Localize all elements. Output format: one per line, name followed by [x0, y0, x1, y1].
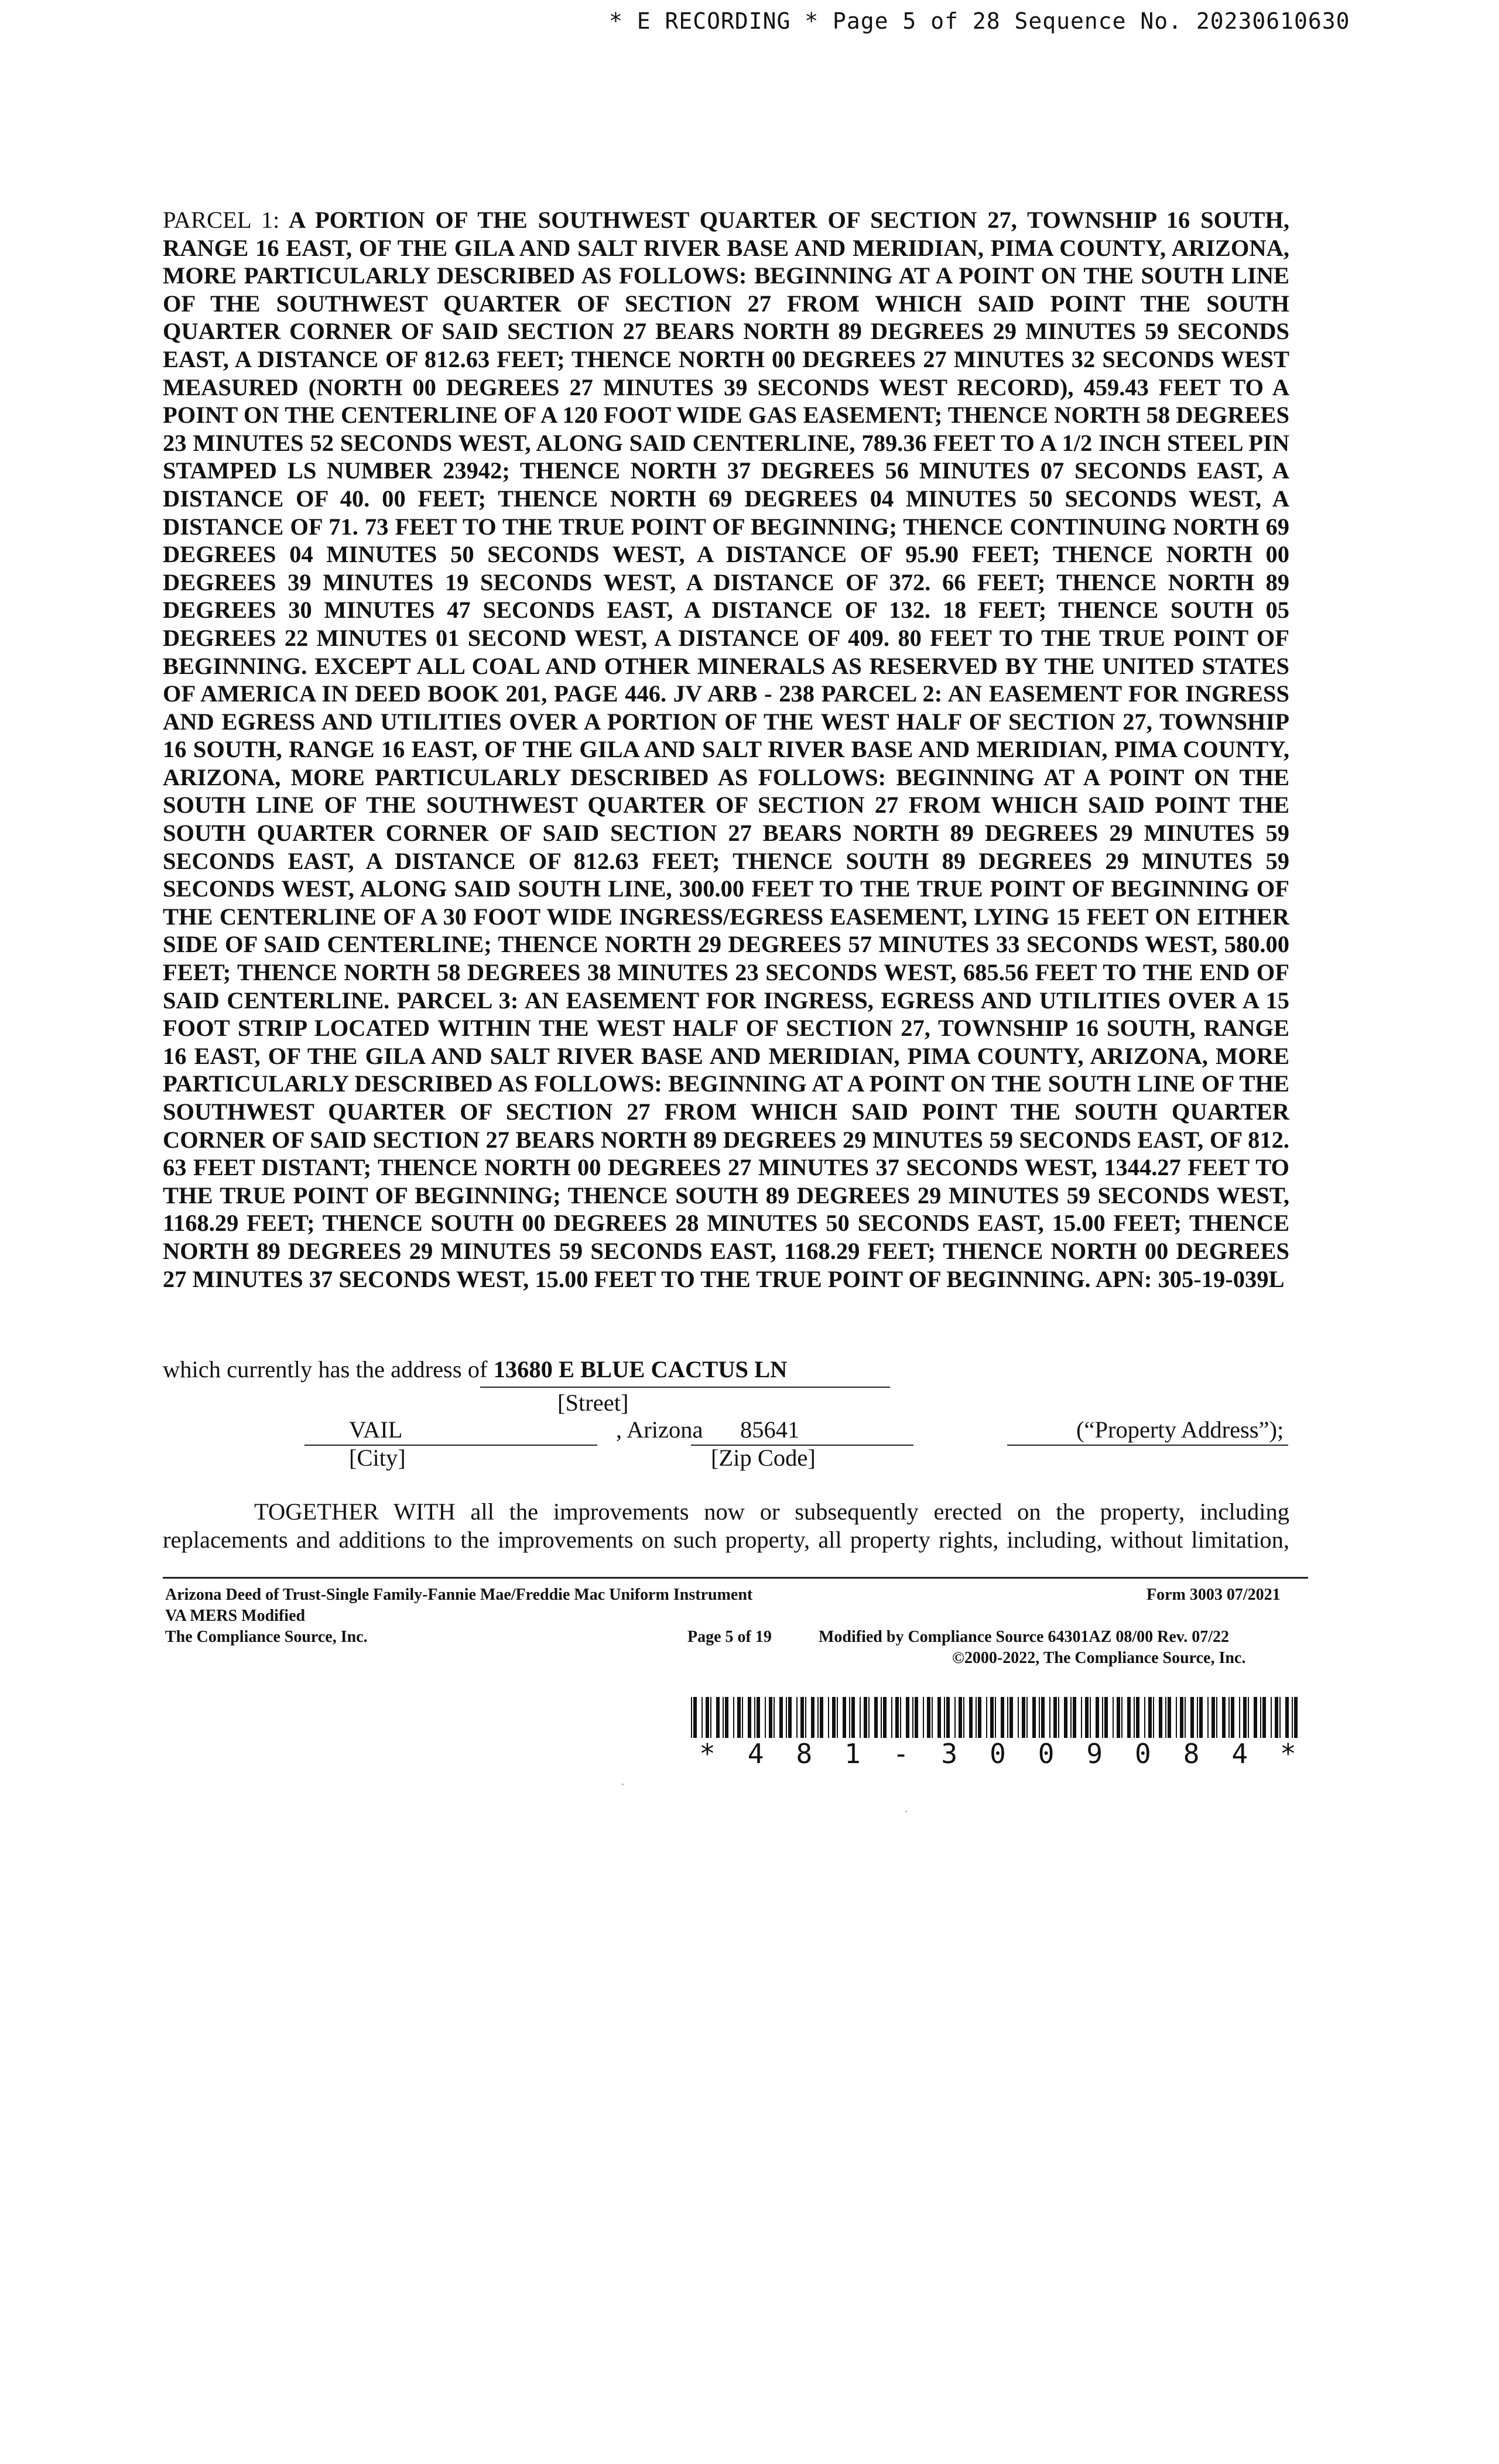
- barcode-bar: [1113, 1697, 1114, 1738]
- barcode-bar: [1180, 1697, 1183, 1738]
- barcode-bar: [1159, 1697, 1162, 1738]
- barcode-bar: [1018, 1697, 1019, 1738]
- barcode-bar: [1009, 1697, 1013, 1738]
- barcode-bar: [779, 1697, 783, 1738]
- barcode-char: 9: [1086, 1738, 1103, 1770]
- state-text: , Arizona: [616, 1416, 703, 1443]
- barcode-bar: [1185, 1697, 1186, 1738]
- barcode-bar: [701, 1697, 703, 1738]
- barcode: [690, 1697, 1306, 1738]
- barcode-bar: [1271, 1697, 1272, 1738]
- barcode-bar: [1049, 1697, 1050, 1738]
- barcode-bar: [895, 1697, 899, 1738]
- barcode-bar: [946, 1697, 950, 1738]
- barcode-bar: [860, 1697, 861, 1738]
- barcode-bar: [1168, 1697, 1171, 1738]
- barcode-bar: [969, 1697, 973, 1738]
- barcode-bar: [820, 1697, 823, 1738]
- recording-stamp: * E RECORDING * Page 5 of 28 Sequence No. 20230610630: [609, 8, 1350, 34]
- street-label: [Street]: [557, 1390, 629, 1416]
- barcode-bar: [1285, 1697, 1289, 1738]
- barcode-bar: [1148, 1697, 1152, 1738]
- barcode-bar: [800, 1697, 804, 1738]
- barcode-bar: [891, 1697, 892, 1738]
- barcode-bar: [927, 1697, 930, 1738]
- barcode-bar: [716, 1697, 720, 1738]
- form-number: Form 3003 07/2021: [1147, 1586, 1281, 1604]
- scan-speck: [622, 1784, 624, 1785]
- barcode-bar: [1231, 1697, 1234, 1738]
- barcode-bar: [1136, 1697, 1139, 1738]
- address-line: [163, 1356, 1289, 1383]
- barcode-bar: [754, 1697, 755, 1738]
- barcode-char: -: [892, 1738, 909, 1770]
- barcode-bar: [786, 1697, 787, 1738]
- barcode-bar: [954, 1697, 956, 1738]
- barcode-bar: [1117, 1697, 1120, 1738]
- barcode-bar: [932, 1697, 933, 1738]
- legal-description-lead: PARCEL 1:: [163, 207, 280, 233]
- barcode-bar: [990, 1697, 994, 1738]
- barcode-bar: [937, 1697, 941, 1738]
- barcode-bar: [769, 1697, 772, 1738]
- barcode-bar: [1039, 1697, 1040, 1738]
- barcode-bar: [1279, 1697, 1281, 1738]
- barcode-bar: [1096, 1697, 1099, 1738]
- zip-label: [Zip Code]: [711, 1445, 816, 1471]
- barcode-bar: [1153, 1697, 1154, 1738]
- barcode-bar: [1081, 1697, 1082, 1738]
- barcode-bar: [1102, 1697, 1103, 1738]
- barcode-bar: [1216, 1697, 1217, 1738]
- barcode-bar: [1228, 1697, 1230, 1738]
- footer-rule: [163, 1577, 1308, 1579]
- barcode-char: 1: [844, 1738, 861, 1770]
- barcode-bar: [757, 1697, 760, 1738]
- barcode-bar: [805, 1697, 806, 1738]
- together-with-line1: TOGETHER WITH all the improvements now or subsequently erected on the property, including: [254, 1498, 1289, 1525]
- legal-description-text: A PORTION OF THE SOUTHWEST QUARTER OF SECTION 27, TOWNSHIP 16 SOUTH, RANGE 16 EAST, OF THE GILA AND SALT RIVER BASE AND MERIDIAN, PIMA COUNTY, ARIZONA, MORE PARTICULARLY DESCRIBED AS FOLLOWS: BEGINNING AT A POINT ON THE SOUTH LINE OF THE SOUTHWEST QUARTER OF SECTION 27 FROM WHICH SAID POINT THE SOUTH QUARTER CORNER OF SAID SECTION 27 BEARS NORTH 89 DEGREES 29 MINUTES 59 SECONDS EAST, A DISTANCE OF 812.63 FEET; THENCE NORTH 00 DEGREES 27 MINUTES 32 SECONDS WEST MEASURED (NORTH 00 DEGREES 27 MINUTES 39 SECONDS WEST RECORD), 459.43 FEET TO A POINT ON THE CENTERLINE OF A 120 FOOT WIDE GAS EASEMENT; THENCE NORTH 58 DEGREES 23 MINUTES 52 SECONDS WEST, ALONG SAID CENTERLINE, 789.36 FEET TO A 1/2 INCH STEEL PIN STAMPED LS NUMBER 23942; THENCE NORTH 37 DEGREES 56 MINUTES 07 SECONDS EAST, A DISTANCE OF 40. 00 FEET; THENCE NORTH 69 DEGREES 04 MINUTES 50 SECONDS WEST, A DISTANCE OF 71. 73 FEET TO THE TRUE POINT OF BEGINNING; THENCE CONTINUING NORTH 69 DEGREES 04 MINUTES 50 SECONDS WEST, A DISTANCE OF 95.90 FEET; THENCE NORTH 00 DEGREES 39 MINUTES 19 SECONDS WEST, A DISTANCE OF 372. 66 FEET; THENCE NORTH 89 DEGREES 30 MINUTES 47 SECONDS EAST, A DISTANCE OF 132. 18 FEET; THENCE SOUTH 05 DEGREES 22 MINUTES 01 SECOND WEST, A DISTANCE OF 409. 80 FEET TO THE TRUE POINT OF BEGINNING. EXCEPT ALL COAL AND OTHER MINERALS AS RESERVED BY THE UNITED STATES OF AMERICA IN DEED BOOK 201, PAGE 446. JV ARB - 238 PARCEL 2: AN EASEMENT FOR INGRESS AND EGRESS AND UTILITIES OVER A PORTION OF THE WEST HALF OF SECTION 27, TOWNSHIP 16 SOUTH, RANGE 16 EAST, OF THE GILA AND SALT RIVER BASE AND MERIDIAN, PIMA COUNTY, ARIZONA, MORE PARTICULARLY DESCRIBED AS FOLLOWS: BEGINNING AT A POINT ON THE SOUTH LINE OF THE SOUTHWEST QUARTER OF SECTION 27 FROM WHICH SAID POINT THE SOUTH QUARTER CORNER OF SAID SECTION 27 BEARS NORTH 89 DEGREES 29 MINUTES 59 SECONDS EAST, A DISTANCE OF 812.63 FEET; THENCE SOUTH 89 DEGREES 29 MINUTES 59 SECONDS WEST, ALONG SAID SOUTH LINE, 300.00 FEET TO THE TRUE POINT OF BEGINNING OF THE CENTERLINE OF A 30 FOOT WIDE INGRESS/EGRESS EASEMENT, LYING 15 FEET ON EITHER SIDE OF SAID CENTERLINE; THENCE NORTH 29 DEGREES 57 MINUTES 33 SECONDS WEST, 580.00 FEET; THENCE NORTH 58 DEGREES 38 MINUTES 23 SECONDS WEST, 685.56 FEET TO THE END OF SAID CENTERLINE. PARCEL 3: AN EASEMENT FOR INGRESS, EGRESS AND UTILITIES OVER A 15 FOOT STRIP LOCATED WITHIN THE WEST HALF OF SECTION 27, TOWNSHIP 16 SOUTH, RANGE 16 EAST, OF THE GILA AND SALT RIVER BASE AND MERIDIAN, PIMA COUNTY, ARIZONA, MORE PARTICULARLY DESCRIBED AS FOLLOWS: BEGINNING AT A POINT ON THE SOUTH LINE OF THE SOUTHWEST QUARTER OF SECTION 27 FROM WHICH SAID POINT THE SOUTH QUARTER CORNER OF SAID SECTION 27 BEARS NORTH 89 DEGREES 29 MINUTES 59 SECONDS EAST, OF 812. 63 FEET DISTANT; THENCE NORTH 00 DEGREES 27 MINUTES 37 SECONDS WEST, 1344.27 FEET TO THE TRUE POINT OF BEGINNING; THENCE SOUTH 89 DEGREES 29 MINUTES 59 SECONDS WEST, 1168.29 FEET; THENCE SOUTH 00 DEGREES 28 MINUTES 50 SECONDS EAST, 15.00 FEET; THENCE NORTH 89 DEGREES 29 MINUTES 59 SECONDS EAST, 1168.29 FEET; THENCE NORTH 00 DEGREES 27 MINUTES 37 SECONDS WEST, 15.00 FEET TO THE TRUE POINT OF BEGINNING. APN: 305-19-039L: [163, 207, 1289, 1292]
- barcode-bar: [1053, 1697, 1057, 1738]
- mers-modified: VA MERS Modified: [165, 1607, 306, 1625]
- barcode-bar: [1197, 1697, 1198, 1738]
- barcode-char: 0: [1135, 1738, 1151, 1770]
- barcode-bar: [978, 1697, 981, 1738]
- barcode-bar: [1260, 1697, 1261, 1738]
- barcode-bar: [828, 1697, 829, 1738]
- barcode-bar: [1248, 1697, 1249, 1738]
- barcode-char: 4: [747, 1738, 764, 1770]
- barcode-bar: [774, 1697, 775, 1738]
- barcode-bar: [788, 1697, 792, 1738]
- barcode-bar: [874, 1697, 878, 1738]
- barcode-bar: [1090, 1697, 1091, 1738]
- barcode-bar: [1026, 1697, 1028, 1738]
- barcode-bar: [765, 1697, 766, 1738]
- barcode-human-readable: [690, 1738, 1306, 1770]
- barcode-bar: [1294, 1697, 1298, 1738]
- barcode-bar: [1165, 1697, 1166, 1738]
- barcode-bar: [915, 1697, 918, 1738]
- barcode-bar: [1104, 1697, 1108, 1738]
- page-number: Page 5 of 19: [687, 1628, 772, 1646]
- compliance-source: The Compliance Source, Inc.: [165, 1628, 368, 1646]
- barcode-bar: [906, 1697, 909, 1738]
- barcode-bar: [1022, 1697, 1025, 1738]
- barcode-bar: [725, 1697, 728, 1738]
- barcode-bar: [1199, 1697, 1203, 1738]
- barcode-bar: [796, 1697, 798, 1738]
- barcode-bar: [1073, 1697, 1076, 1738]
- barcode-bar: [1243, 1697, 1247, 1738]
- barcode-bar: [864, 1697, 867, 1738]
- barcode-bar: [881, 1697, 882, 1738]
- barcode-bar: [1262, 1697, 1266, 1738]
- scan-speck: [905, 1811, 907, 1812]
- barcode-bar: [912, 1697, 913, 1738]
- barcode-char: 0: [1038, 1738, 1055, 1770]
- barcode-bar: [691, 1697, 692, 1738]
- barcode-bar: [1064, 1697, 1067, 1738]
- barcode-bar: [976, 1697, 977, 1738]
- barcode-bar: [1254, 1697, 1257, 1738]
- address-intro: which currently has the address of: [163, 1356, 494, 1382]
- barcode-bar: [748, 1697, 751, 1738]
- address-rule-right: [1007, 1445, 1288, 1446]
- barcode-char: 0: [990, 1738, 1006, 1770]
- barcode-bar: [995, 1697, 996, 1738]
- barcode-bar: [1032, 1697, 1036, 1738]
- barcode-bar: [706, 1697, 709, 1738]
- barcode-bar: [837, 1697, 838, 1738]
- barcode-bar: [1134, 1697, 1135, 1738]
- instrument-title: Arizona Deed of Trust-Single Family-Fannie Mae/Freddie Mac Uniform Instrument: [165, 1586, 753, 1604]
- barcode-bar: [1144, 1697, 1145, 1738]
- barcode-bar: [723, 1697, 724, 1738]
- city-label: [City]: [349, 1445, 406, 1471]
- barcode-bar: [737, 1697, 741, 1738]
- barcode-bar: [811, 1697, 814, 1738]
- modified-by: Modified by Compliance Source 64301AZ 08/00 Rev. 07/22: [819, 1628, 1230, 1646]
- barcode-bar: [900, 1697, 901, 1738]
- barcode-bar: [1292, 1697, 1293, 1738]
- street-rule: [480, 1387, 890, 1388]
- barcode-bar: [1085, 1697, 1089, 1738]
- barcode-bar: [832, 1697, 836, 1738]
- barcode-bar: [1222, 1697, 1226, 1738]
- barcode-char: 8: [796, 1738, 813, 1770]
- barcode-char: *: [699, 1738, 716, 1770]
- barcode-bar: [1070, 1697, 1072, 1738]
- street-value: 13680 E BLUE CACTUS LN: [493, 1356, 788, 1382]
- barcode-bar: [923, 1697, 924, 1738]
- zip-value: 85641: [740, 1416, 800, 1443]
- barcode-bar: [817, 1697, 819, 1738]
- barcode-bar: [1207, 1697, 1209, 1738]
- barcode-bar: [710, 1697, 711, 1738]
- barcode-bar: [944, 1697, 945, 1738]
- barcode-bar: [1190, 1697, 1194, 1738]
- barcode-bar: [1007, 1697, 1008, 1738]
- legal-description: [163, 206, 1289, 1293]
- barcode-bar: [733, 1697, 734, 1738]
- barcode-bar: [1176, 1697, 1177, 1738]
- copyright: ©2000-2022, The Compliance Source, Inc.: [952, 1649, 1246, 1667]
- barcode-char: 3: [941, 1738, 958, 1770]
- barcode-bar: [1275, 1697, 1278, 1738]
- barcode-bar: [1001, 1697, 1004, 1738]
- barcode-bar: [693, 1697, 697, 1738]
- property-address-term: (“Property Address”);: [1076, 1416, 1284, 1443]
- barcode-bar: [1041, 1697, 1045, 1738]
- barcode-bar: [959, 1697, 962, 1738]
- barcode-bar: [986, 1697, 987, 1738]
- city-rule: [304, 1445, 597, 1446]
- barcode-bar: [742, 1697, 743, 1738]
- barcode-char: 8: [1183, 1738, 1200, 1770]
- barcode-bar: [1239, 1697, 1240, 1738]
- barcode-bar: [1211, 1697, 1215, 1738]
- barcode-bar: [1121, 1697, 1122, 1738]
- barcode-bar: [843, 1697, 846, 1738]
- city-value: VAIL: [349, 1416, 403, 1443]
- barcode-bar: [963, 1697, 964, 1738]
- barcode-bar: [851, 1697, 855, 1738]
- barcode-bar: [1127, 1697, 1131, 1738]
- barcode-bar: [849, 1697, 850, 1738]
- barcode-bar: [1058, 1697, 1059, 1738]
- barcode-bar: [883, 1697, 887, 1738]
- barcode-char: *: [1280, 1738, 1296, 1770]
- barcode-char: 4: [1231, 1738, 1248, 1770]
- barcode-bar: [868, 1697, 870, 1738]
- together-with-line2: replacements and additions to the improvements on such property, all property rights, including, without limitation,: [163, 1527, 1289, 1553]
